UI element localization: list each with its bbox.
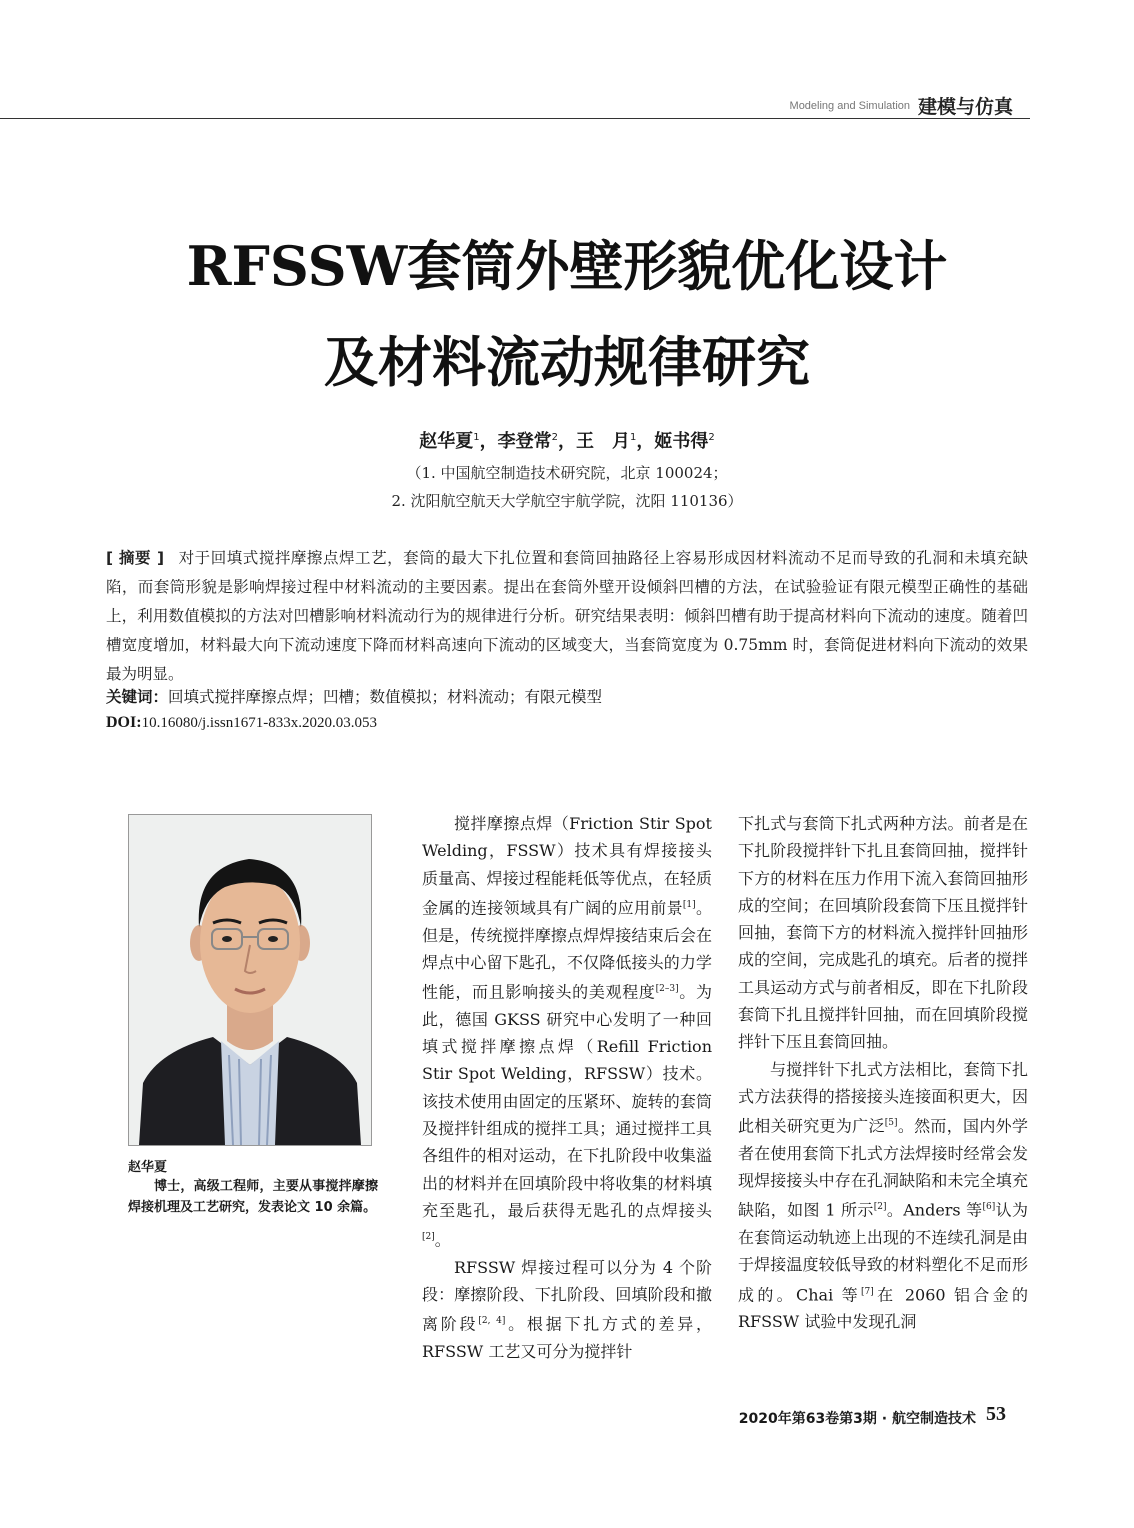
author-list <box>0 427 1134 453</box>
citation[interactable]: [2] <box>873 1202 887 1213</box>
author-affiliation-mark: 2 <box>551 432 558 443</box>
author-affiliation-mark: 1 <box>473 432 480 443</box>
citation[interactable]: [2, 4] <box>478 1316 506 1327</box>
body-paragraph: 下扎式与套筒下扎式两种方法。前者是在下扎阶段搅拌针下扎且套筒回抽，搅拌针下方的材料在压力作用下流入套筒回抽形成的空间；在回填阶段套筒下压且搅拌针回抽，套筒下方的材料流入搅拌针回抽形成的空间，完成匙孔的填充。后者的搅拌工具运动方式与前者相反，即在下扎阶段套筒下扎且搅拌针回抽，而在回填阶段搅拌针下压且套筒回抽。 <box>738 814 1028 1052</box>
affiliation-line2: 2. 沈阳航空航天大学航空宇航学院，沈阳 110136） <box>391 492 743 510</box>
author-separator: ， <box>558 431 576 452</box>
keywords-label: 关键词： <box>106 688 169 706</box>
author-name: 王 月 <box>576 431 630 452</box>
author-name: 赵华夏 <box>419 431 474 452</box>
bio-description: 博士，高级工程师，主要从事搅拌摩擦焊接机理及工艺研究，发表论文 10 余篇。 <box>128 1179 378 1215</box>
affiliation-line1: （1. 中国航空制造技术研究院，北京 100024； <box>406 464 728 482</box>
keywords-text: 回填式搅拌摩擦点焊；凹槽；数值模拟；材料流动；有限元模型 <box>168 688 603 706</box>
author-name: 姬书得 <box>654 431 709 452</box>
body-text: 与搅拌针下扎式方法相比，套筒下扎式方法获得的搭接接头连接面积更大，因此相关研究更为广泛 <box>738 1059 1028 1136</box>
body-text: 。然而，国内外学者在使用套筒下扎式方法焊接时经常会发现焊接接头中存在孔洞缺陷和未完全填充缺陷，如图 1 所示 <box>738 1116 1028 1220</box>
author-affiliation-mark: 2 <box>708 432 715 443</box>
bio-name: 赵华夏 <box>128 1160 168 1175</box>
body-text: RFSSW 焊接过程可以分为 4 个阶段：摩擦阶段、下扎阶段、回填阶段和撤离阶段 <box>422 1257 712 1334</box>
paper-title-line1: RFSSW套筒外壁形貌优化设计 <box>186 234 948 298</box>
body-text: 。根据下扎方式的差异，RFSSW 工艺又可分为搅拌针 <box>422 1314 712 1361</box>
body-text: 认为在套筒运动轨迹上出现的不连续孔洞是由于焊接温度较低导致的材料塑化不足而形成的。Chai 等 <box>738 1200 1028 1305</box>
body-column-1 <box>422 810 712 1365</box>
header-rule <box>0 118 1030 119</box>
keywords <box>106 685 1028 707</box>
abstract-text: 对于回填式搅拌摩擦点焊工艺，套筒的最大下扎位置和套筒回抽路径上容易形成因材料流动不足而导致的孔洞和未填充缺陷，而套筒形貌是影响焊接过程中材料流动的主要因素。提出在套筒外壁开设倾斜凹槽的方法，在试验验证有限元模型正确性的基础上，利用数值模拟的方法对凹槽影响材料流动行为的规律进行分析。研究结果表明：倾斜凹槽有助于提高材料向下流动的速度。随着凹槽宽度增加，材料最大向下流动速度下降而材料高速向下流动的区域变大，当套筒宽度为 0.75mm 时，套筒促进材料向下流动的效果最为明显。 <box>106 549 1028 683</box>
body-text: 。为此，德国 GKSS 研究中心发明了一种回填式搅拌摩擦点焊（Refill Friction Stir Spot Welding，RFSSW）技术。该技术使用由固定的压紧环、旋转的套筒及搅拌针组成的搅拌工具；通过搅拌工具各组件的相对运动，在下扎阶段中收集溢出的材料并在回填阶段中将收集的材料填充至匙孔，最后获得无匙孔的点焊接头 <box>422 982 712 1220</box>
running-header-en: Modeling and Simulation <box>789 100 910 112</box>
author-name: 李登常 <box>497 431 552 452</box>
body-text: 。Anders 等 <box>886 1200 983 1220</box>
citation[interactable]: [1] <box>682 899 696 910</box>
abstract-label: [ 摘要 ] <box>106 549 165 567</box>
abstract <box>106 544 1028 689</box>
citation[interactable]: [2–3] <box>655 984 679 995</box>
citation[interactable]: [2] <box>422 1232 435 1243</box>
doi-label: DOI: <box>106 714 142 731</box>
author-affiliation-mark: 1 <box>630 432 637 443</box>
author-portrait-drawing <box>129 815 371 1145</box>
body-text: 在 2060 铝合金的 RFSSW 试验中发现孔洞 <box>738 1285 1028 1332</box>
journal-footer: 2020年第63卷第3期 · 航空制造技术 <box>738 1411 976 1427</box>
paper-title-line2: 及材料流动规律研究 <box>324 330 810 394</box>
author-portrait-icon <box>128 814 372 1146</box>
body-text: 。 <box>434 1230 451 1250</box>
body-paragraph <box>738 1056 1028 1336</box>
body-text: 搅拌摩擦点焊（Friction Stir Spot Welding，FSSW）技术具有焊接接头质量高、焊接过程能耗低等优点，在轻质金属的连接领域具有广阔的应用前景 <box>422 814 712 918</box>
doi <box>106 714 377 732</box>
citation[interactable]: [7] <box>860 1286 874 1297</box>
doi-value[interactable]: 10.16080/j.issn1671-833x.2020.03.053 <box>141 715 377 731</box>
body-text: 。但是，传统搅拌摩擦点焊焊接结束后会在焊点中心留下匙孔，不仅降低接头的力学性能，而且影响接头的美观程度 <box>422 898 712 1002</box>
running-header-cn: 建模与仿真 <box>918 96 1014 118</box>
page-number: 53 <box>986 1403 1006 1425</box>
body-paragraph <box>422 810 712 1254</box>
author-separator: ， <box>479 431 498 452</box>
author-separator: ， <box>636 431 655 452</box>
citation[interactable]: [6] <box>982 1202 996 1213</box>
citation[interactable]: [5] <box>884 1118 898 1129</box>
body-paragraph <box>422 1254 712 1366</box>
body-column-2 <box>738 810 1028 1336</box>
